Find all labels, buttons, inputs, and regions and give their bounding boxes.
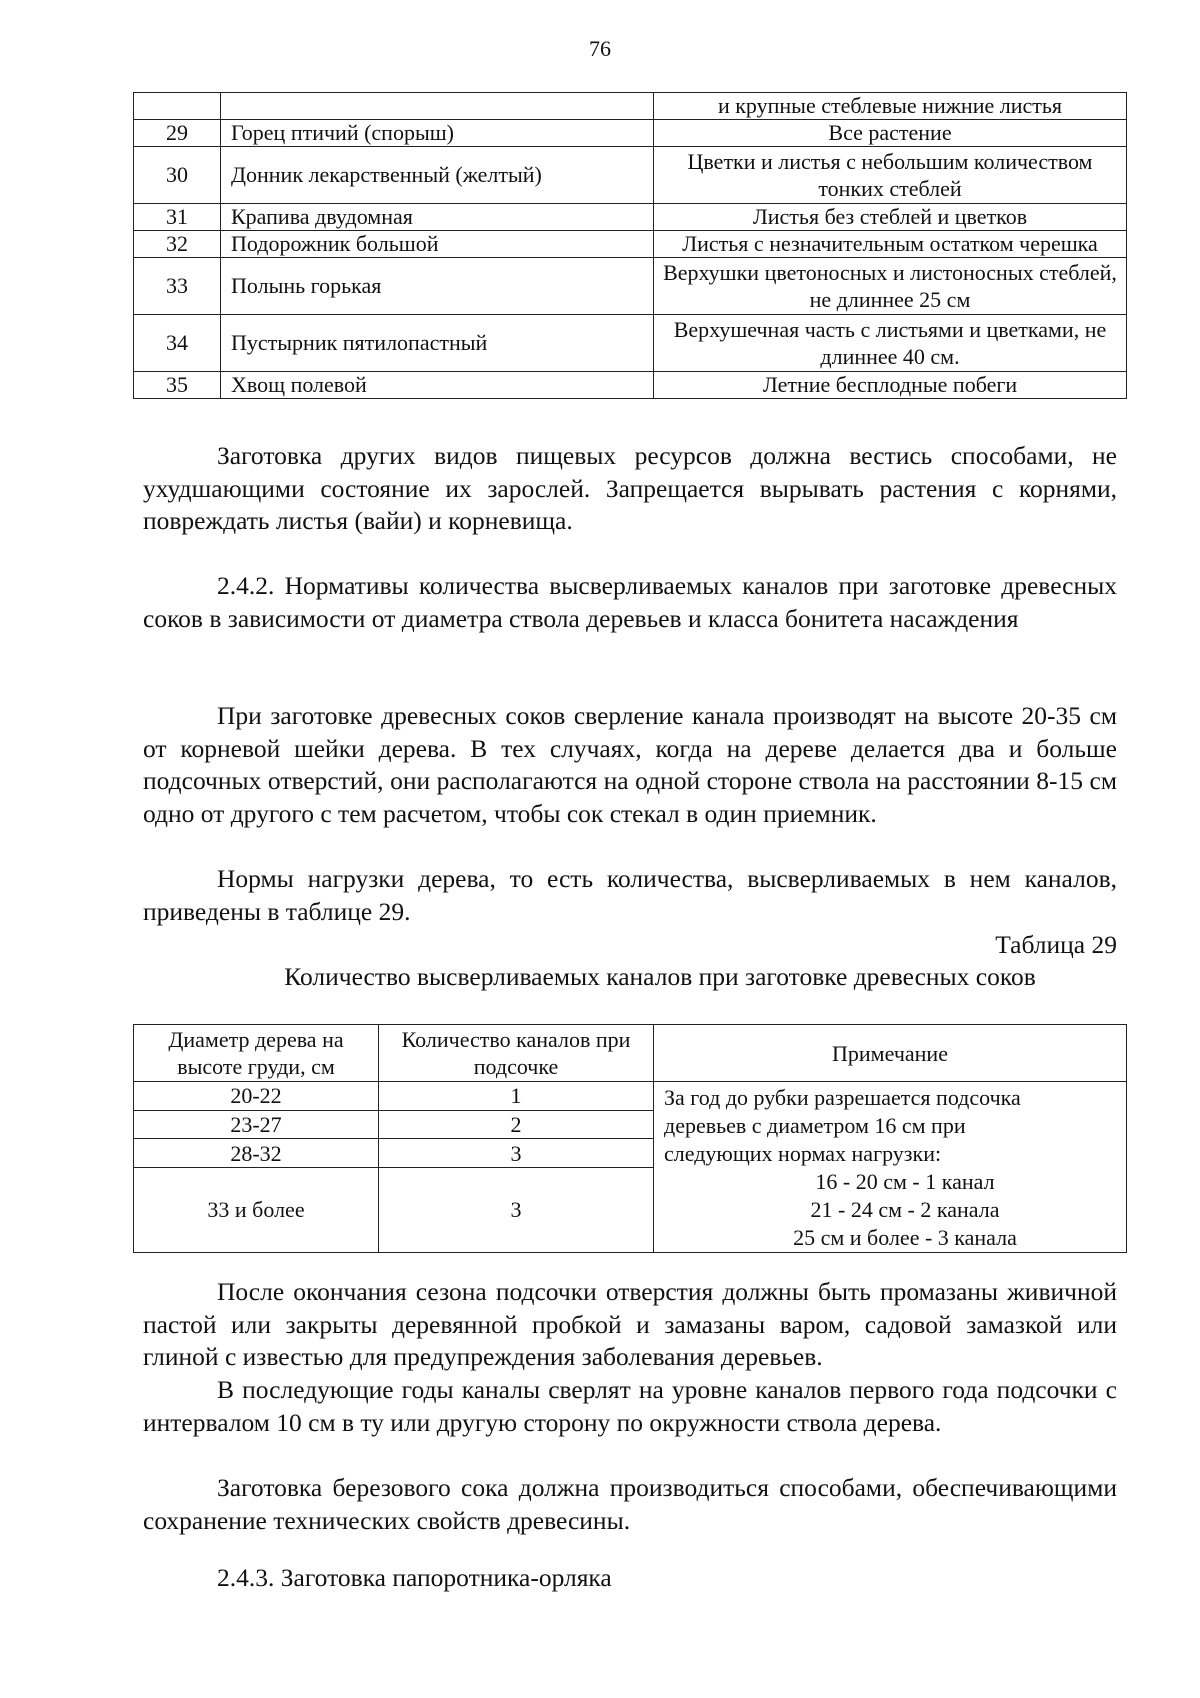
note-cell	[654, 1082, 1127, 1253]
paragraph-birch-sap: Заготовка березового сока должна производиться способами, обеспечивающими сохранение технических свойств древесины.	[143, 1473, 1117, 1535]
paragraph-load-norms: Нормы нагрузки дерева, то есть количества, высверливаемых в нем каналов, приведены в таблице 29.	[143, 864, 1117, 926]
table-row	[134, 258, 1127, 315]
paragraph-other-resources: Заготовка других видов пищевых ресурсов должна вестись способами, не ухудшающими состояние их зарослей. Запрещается вырывать растения с корнями, повреждать листья (вайи) и корневища.	[143, 441, 1117, 536]
row-number: 33	[134, 258, 221, 315]
diameter-cell: 23-27	[134, 1110, 379, 1139]
page-number: 76	[589, 36, 611, 61]
plant-name: Пустырник пятилопастный	[221, 315, 654, 372]
column-header-note: Примечание	[654, 1025, 1127, 1082]
row-number: 29	[134, 120, 221, 147]
plant-name: Хвощ полевой	[221, 372, 654, 399]
column-header-diameter: Диаметр дерева на высоте груди, см	[134, 1025, 379, 1082]
table-row	[134, 204, 1127, 231]
plant-part: Летние бесплодные побеги	[654, 372, 1127, 399]
plant-part: Верхушечная часть с листьями и цветками, не длиннее 40 см.	[654, 315, 1127, 372]
channels-cell: 3	[379, 1167, 654, 1252]
paragraph-drilling: При заготовке древесных соков сверление канала производят на высоте 20-35 см от корневой шейки дерева. В тех случаях, когда на дереве делается два и больше подсочных отверстий, они располагаются на одной стороне ствола на расстоянии 8-15 см одно от другого с тем расчетом, чтобы сок стекал в один приемник.	[143, 701, 1117, 828]
column-header-channels: Количество каналов при подсочке	[379, 1025, 654, 1082]
diameter-cell: 20-22	[134, 1082, 379, 1111]
section-heading-2-4-3: 2.4.3. Заготовка папоротника-орляка	[217, 1563, 612, 1592]
table-row	[134, 147, 1127, 204]
table-caption: Количество высверливаемых каналов при заготовке древесных соков	[284, 962, 1036, 991]
note-line: 25 см и более - 3 канала	[793, 1225, 1017, 1250]
note-line: 16 - 20 см - 1 канал	[815, 1169, 995, 1194]
row-number: 32	[134, 231, 221, 258]
plant-name: Полынь горькая	[221, 258, 654, 315]
paragraph-after-season: После окончания сезона подсочки отверстия должны быть промазаны живичной пастой или закрыты деревянной пробкой и замазаны варом, садовой замазкой или глиной с известью для предупреждения заболевания деревьев.	[143, 1277, 1117, 1372]
plant-part: Цветки и листья с небольшим количеством тонких стеблей	[654, 147, 1127, 204]
table-cell	[221, 93, 654, 120]
row-number: 30	[134, 147, 221, 204]
table-row	[134, 93, 1127, 120]
plant-part: Верхушки цветоносных и листоносных стеблей, не длиннее 25 см	[654, 258, 1127, 315]
table-row	[134, 1082, 1127, 1111]
diameter-cell: 28-32	[134, 1139, 379, 1168]
table-row	[134, 120, 1127, 147]
table-row	[134, 372, 1127, 399]
channels-cell: 3	[379, 1139, 654, 1168]
plant-name: Донник лекарственный (желтый)	[221, 147, 654, 204]
diameter-cell: 33 и более	[134, 1167, 379, 1252]
plant-part: Листья с незначительным остатком черешка	[654, 231, 1127, 258]
table-header-row	[134, 1025, 1127, 1082]
note-line: 21 - 24 см - 2 канала	[810, 1197, 1000, 1222]
table-row	[134, 231, 1127, 258]
table-row	[134, 315, 1127, 372]
plant-name: Крапива двудомная	[221, 204, 654, 231]
paragraph-following-years: В последующие годы каналы сверлят на уровне каналов первого года подсочки с интервалом 10 см в ту или другую сторону по окружности ствола дерева.	[143, 1375, 1117, 1437]
plant-name: Горец птичий (спорыш)	[221, 120, 654, 147]
plant-name: Подорожник большой	[221, 231, 654, 258]
note-line: За год до рубки разрешается подсочка	[664, 1085, 1021, 1110]
section-heading-2-4-2: 2.4.2. Нормативы количества высверливаемых каналов при заготовке древесных соков в зависимости от диаметра ствола деревьев и класса бонитета насаждения	[143, 571, 1117, 633]
note-line: следующих нормах нагрузки:	[664, 1141, 942, 1166]
plant-part: Листья без стеблей и цветков	[654, 204, 1127, 231]
plants-table	[133, 92, 1127, 399]
row-number: 31	[134, 204, 221, 231]
table-label: Таблица 29	[995, 930, 1117, 959]
table-cell: и крупные стеблевые нижние листья	[654, 93, 1127, 120]
row-number: 35	[134, 372, 221, 399]
sap-table	[133, 1024, 1127, 1253]
note-line: деревьев с диаметром 16 см при	[664, 1113, 966, 1138]
table-cell	[134, 93, 221, 120]
channels-cell: 2	[379, 1110, 654, 1139]
channels-cell: 1	[379, 1082, 654, 1111]
row-number: 34	[134, 315, 221, 372]
plant-part: Все растение	[654, 120, 1127, 147]
